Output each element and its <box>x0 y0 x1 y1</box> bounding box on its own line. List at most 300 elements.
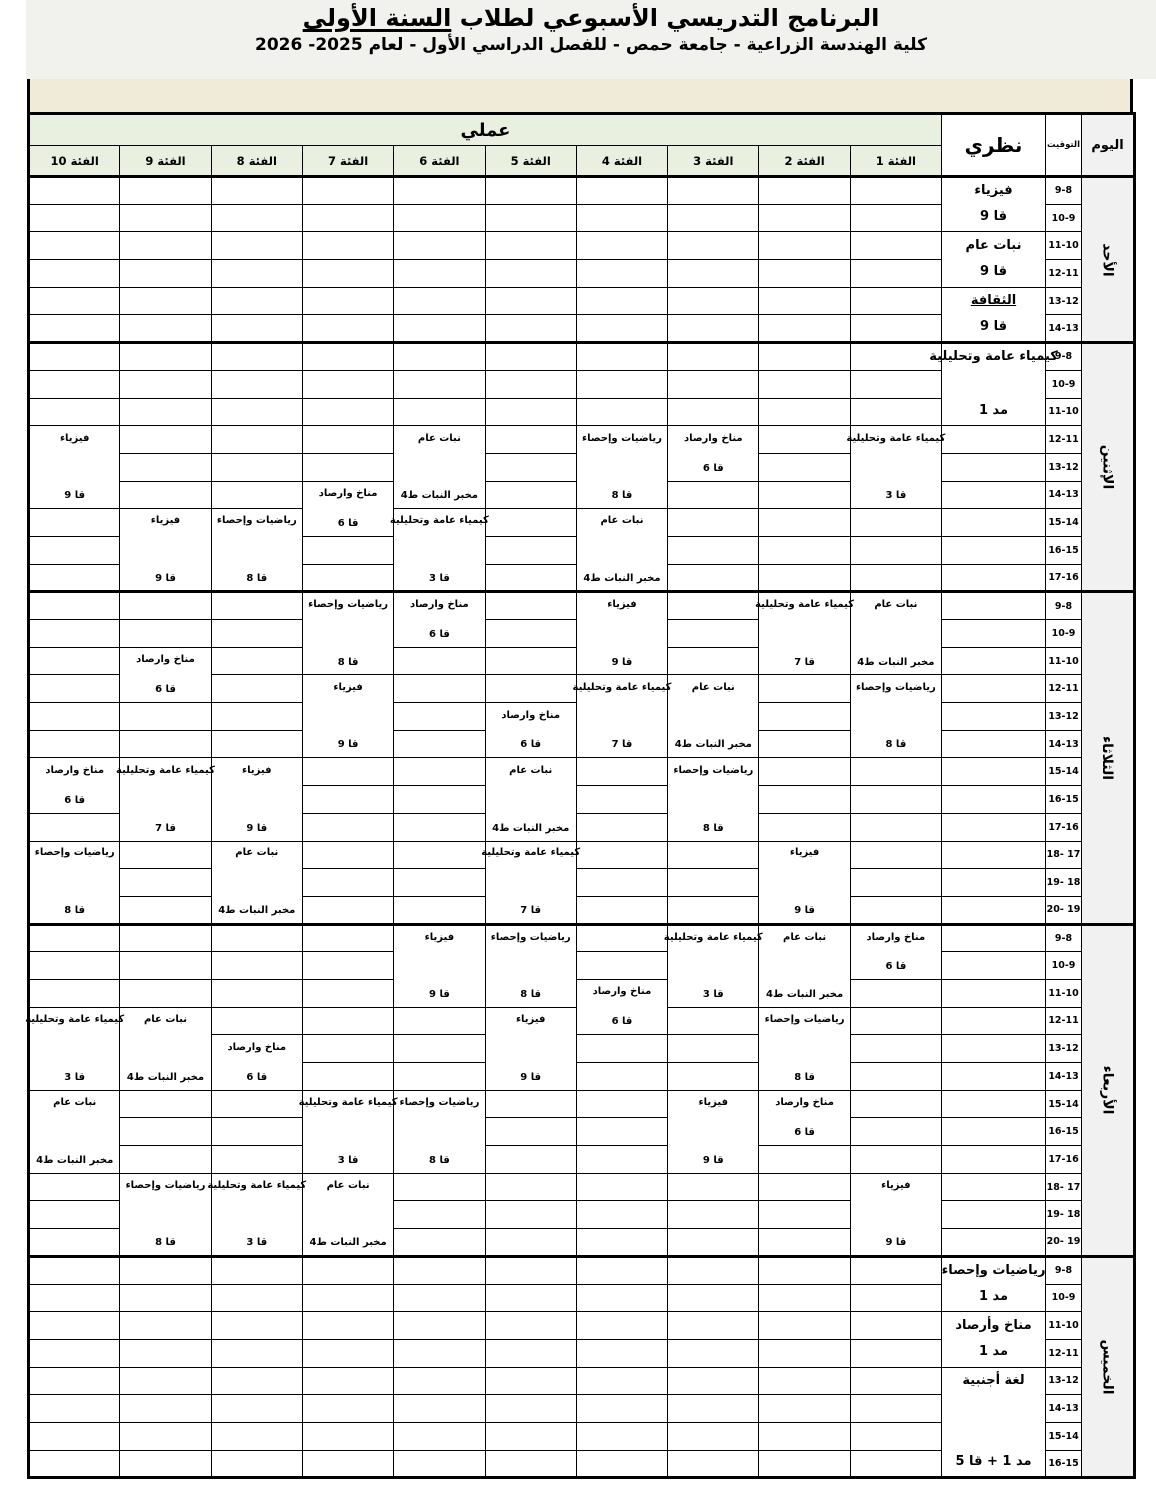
practical-empty-cell <box>394 1367 485 1395</box>
hall-name: قا 6 <box>611 1016 633 1028</box>
theory-class-cell <box>942 1312 1046 1367</box>
practical-empty-cell <box>850 786 941 814</box>
hall-name: مد 1 + قا 5 <box>955 1454 1032 1470</box>
practical-empty-cell <box>120 979 211 1007</box>
subject-name: مناخ وارصاد <box>318 488 378 500</box>
practical-empty-cell <box>211 1312 302 1340</box>
practical-empty-cell <box>759 564 850 592</box>
practical-empty-cell <box>850 315 941 343</box>
practical-empty-cell <box>29 232 120 260</box>
practical-empty-cell <box>394 287 485 315</box>
practical-empty-cell <box>850 813 941 841</box>
hall-name: مخبر النبات ط4 <box>309 1237 387 1249</box>
practical-empty-cell <box>759 260 850 288</box>
practical-empty-cell <box>211 1339 302 1367</box>
hall-name: قا 9 <box>520 1071 542 1083</box>
practical-class-cell-group-7 <box>302 1173 393 1256</box>
day-name: الخميس <box>1099 1339 1116 1395</box>
day-cell-1 <box>1082 177 1135 343</box>
subject-name: رياضيات وإحصاء <box>399 1097 480 1109</box>
practical-empty-cell <box>576 869 667 897</box>
subject-name: مناخ وارصاد <box>592 986 652 998</box>
practical-empty-cell <box>576 1422 667 1450</box>
practical-class-cell-group-3 <box>668 426 759 481</box>
subject-name: فيزياء <box>242 764 272 776</box>
practical-empty-cell <box>211 1256 302 1284</box>
practical-empty-cell <box>211 1395 302 1423</box>
time-cell: 10-9 <box>1046 952 1082 980</box>
practical-empty-cell <box>485 343 576 371</box>
practical-empty-cell <box>485 204 576 232</box>
practical-empty-cell <box>394 841 485 869</box>
practical-empty-cell <box>759 370 850 398</box>
practical-empty-cell <box>485 1256 576 1284</box>
practical-empty-cell <box>759 536 850 564</box>
group-header-6: الفئة 6 <box>394 146 485 177</box>
practical-empty-cell <box>211 1146 302 1174</box>
practical-class-cell-group-6 <box>394 426 485 509</box>
time-cell: 13-12 <box>1046 453 1082 481</box>
subject-name: فيزياء <box>150 515 181 527</box>
day-name: الأحد <box>1099 242 1116 277</box>
theory-class-cell <box>942 1256 1046 1311</box>
practical-empty-cell <box>120 592 211 620</box>
subject-name: كيمياء عامة وتحليلية <box>207 1179 307 1191</box>
time-cell: 20- 19 <box>1046 896 1082 924</box>
hall-name: مخبر النبات ط4 <box>36 1154 114 1166</box>
practical-empty-cell <box>576 1229 667 1257</box>
schedule-row <box>29 1146 1135 1174</box>
practical-class-cell-group-2 <box>759 841 850 924</box>
theory-empty-cell <box>942 869 1046 897</box>
theory-empty-cell <box>942 786 1046 814</box>
practical-empty-cell <box>120 1367 211 1395</box>
time-cell: 14-13 <box>1046 315 1082 343</box>
practical-empty-cell <box>211 260 302 288</box>
hall-name: قا 6 <box>429 629 450 641</box>
schedule-row <box>29 869 1135 897</box>
group-header-4: الفئة 4 <box>576 146 667 177</box>
practical-empty-cell <box>668 370 759 398</box>
schedule-row <box>29 509 1135 537</box>
time-cell: 9-8 <box>1046 1256 1082 1284</box>
practical-empty-cell <box>850 841 941 869</box>
practical-empty-cell <box>394 730 485 758</box>
practical-class-cell-group-1 <box>850 675 941 758</box>
theory-empty-cell <box>942 592 1046 620</box>
subject-name: نبات عام <box>965 237 1022 253</box>
subject-name: مناخ وارصاد <box>501 709 561 721</box>
hall-name: قا 7 <box>155 822 176 834</box>
practical-empty-cell <box>759 1256 850 1284</box>
practical-class-cell-group-8 <box>211 758 302 841</box>
practical-empty-cell <box>29 620 120 648</box>
practical-empty-cell <box>668 1450 759 1478</box>
practical-empty-cell <box>120 1339 211 1367</box>
practical-class-cell-group-1 <box>850 1173 941 1256</box>
practical-empty-cell <box>29 1422 120 1450</box>
subject-name: كيمياء عامة وتحليلية <box>298 1097 398 1109</box>
practical-empty-cell <box>302 896 393 924</box>
practical-empty-cell <box>394 1063 485 1091</box>
hall-name: قا 8 <box>155 1237 176 1249</box>
practical-empty-cell <box>302 1312 393 1340</box>
blank-band <box>27 79 1133 112</box>
schedule-row <box>29 758 1135 786</box>
subject-name: رياضيات وإحصاء <box>216 515 297 527</box>
subject-name: رياضيات وإحصاء <box>34 847 115 859</box>
time-cell: 9-8 <box>1046 343 1082 371</box>
time-cell: 9-8 <box>1046 924 1082 952</box>
hall-name: مخبر النبات ط4 <box>400 490 478 502</box>
practical-empty-cell <box>211 1422 302 1450</box>
practical-empty-cell <box>850 1256 941 1284</box>
theory-empty-cell <box>942 813 1046 841</box>
practical-empty-cell <box>211 952 302 980</box>
practical-empty-cell <box>850 370 941 398</box>
practical-class-cell-group-10 <box>25 1007 125 1090</box>
subject-name: فيزياء <box>974 182 1013 198</box>
practical-empty-cell <box>668 1312 759 1340</box>
theory-class-cell <box>942 232 1046 287</box>
time-cell: 12-11 <box>1046 675 1082 703</box>
subject-name: نبات عام <box>53 1097 97 1109</box>
practical-class-cell-group-6 <box>394 1090 485 1173</box>
practical-empty-cell <box>485 453 576 481</box>
time-cell: 15-14 <box>1046 1422 1082 1450</box>
practical-empty-cell <box>29 1339 120 1367</box>
practical-empty-cell <box>668 1229 759 1257</box>
practical-empty-cell <box>120 426 211 454</box>
subject-name: كيمياء عامة وتحليلية <box>929 349 1058 365</box>
practical-empty-cell <box>302 1284 393 1312</box>
practical-empty-cell <box>302 204 393 232</box>
subject-name: مناخ وارصاد <box>866 931 926 943</box>
practical-empty-cell <box>120 343 211 371</box>
practical-empty-cell <box>394 398 485 426</box>
practical-class-cell-group-10 <box>29 758 120 813</box>
hall-name: مد 1 <box>978 403 1009 419</box>
practical-empty-cell <box>759 315 850 343</box>
practical-empty-cell <box>302 398 393 426</box>
practical-empty-cell <box>29 343 120 371</box>
practical-empty-cell <box>576 1063 667 1091</box>
practical-empty-cell <box>120 370 211 398</box>
practical-empty-cell <box>576 1090 667 1118</box>
practical-empty-cell <box>120 1118 211 1146</box>
subject-name: مناخ وارصاد <box>136 654 195 666</box>
practical-empty-cell <box>850 1118 941 1146</box>
practical-empty-cell <box>120 1422 211 1450</box>
practical-empty-cell <box>850 232 941 260</box>
practical-empty-cell <box>211 398 302 426</box>
time-cell: 20- 19 <box>1046 1229 1082 1257</box>
practical-class-cell-group-7 <box>302 592 393 675</box>
time-cell: 11-10 <box>1046 979 1082 1007</box>
schedule-row <box>29 177 1135 205</box>
time-cell: 9-8 <box>1046 592 1082 620</box>
practical-empty-cell <box>302 315 393 343</box>
practical-empty-cell <box>576 896 667 924</box>
practical-empty-cell <box>668 536 759 564</box>
practical-empty-cell <box>485 1284 576 1312</box>
practical-empty-cell <box>668 204 759 232</box>
practical-empty-cell <box>211 232 302 260</box>
subject-name: رياضيات وإحصاء <box>490 931 571 943</box>
practical-empty-cell <box>850 1395 941 1423</box>
practical-empty-cell <box>850 979 941 1007</box>
practical-header: عملي <box>29 114 942 146</box>
theory-empty-cell <box>942 730 1046 758</box>
time-cell: 17-16 <box>1046 1146 1082 1174</box>
practical-empty-cell <box>120 1395 211 1423</box>
hall-name: قا 8 <box>702 822 724 834</box>
practical-empty-cell <box>850 564 941 592</box>
subject-name: مناخ وارصاد <box>683 432 743 444</box>
practical-empty-cell <box>29 1201 120 1229</box>
practical-empty-cell <box>394 1395 485 1423</box>
hall-name: قا 9 <box>794 905 815 917</box>
hall-name: قا 9 <box>337 739 359 751</box>
hall-name: قا 9 <box>980 209 1007 225</box>
practical-empty-cell <box>29 1173 120 1201</box>
practical-class-cell-group-5 <box>485 1007 576 1090</box>
practical-empty-cell <box>668 1367 759 1395</box>
practical-empty-cell <box>394 703 485 731</box>
subject-name: فيزياء <box>333 681 363 693</box>
subject-name: رياضيات وإحصاء <box>125 1179 206 1191</box>
practical-empty-cell <box>576 1284 667 1312</box>
practical-empty-cell <box>394 1284 485 1312</box>
practical-class-cell-group-9 <box>116 758 215 841</box>
practical-empty-cell <box>850 758 941 786</box>
practical-empty-cell <box>120 177 211 205</box>
practical-empty-cell <box>485 1229 576 1257</box>
hall-name: قا 6 <box>246 1071 268 1083</box>
practical-empty-cell <box>120 481 211 509</box>
practical-empty-cell <box>850 869 941 897</box>
theory-empty-cell <box>942 924 1046 952</box>
hall-name: قا 3 <box>429 572 450 584</box>
time-cell: 16-15 <box>1046 1450 1082 1478</box>
time-cell: 12-11 <box>1046 426 1082 454</box>
practical-class-cell-group-4 <box>576 979 667 1034</box>
hall-name: مد 1 <box>978 1344 1009 1360</box>
time-cell: 15-14 <box>1046 1090 1082 1118</box>
practical-empty-cell <box>394 758 485 786</box>
subject-name: رياضيات وإحصاء <box>855 681 936 693</box>
practical-empty-cell <box>485 564 576 592</box>
practical-empty-cell <box>576 1256 667 1284</box>
practical-empty-cell <box>668 287 759 315</box>
practical-empty-cell <box>394 1007 485 1035</box>
schedule-row <box>29 343 1135 371</box>
practical-empty-cell <box>485 370 576 398</box>
schedule-row <box>29 979 1135 1007</box>
time-cell: 15-14 <box>1046 509 1082 537</box>
practical-empty-cell <box>211 287 302 315</box>
practical-empty-cell <box>759 813 850 841</box>
group-header-5: الفئة 5 <box>485 146 576 177</box>
practical-empty-cell <box>302 786 393 814</box>
subject-name: كيمياء عامة وتحليلية <box>846 432 946 444</box>
practical-empty-cell <box>759 1312 850 1340</box>
practical-empty-cell <box>759 1339 850 1367</box>
practical-empty-cell <box>302 1063 393 1091</box>
subject-name: نبات عام <box>143 1014 188 1026</box>
practical-empty-cell <box>759 1201 850 1229</box>
theory-empty-cell <box>942 481 1046 509</box>
practical-empty-cell <box>120 841 211 869</box>
subject-name: كيمياء عامة وتحليلية <box>755 599 855 611</box>
practical-class-cell-group-2 <box>759 924 850 1007</box>
hall-name: مخبر النبات ط4 <box>492 822 570 834</box>
practical-empty-cell <box>394 1256 485 1284</box>
practical-empty-cell <box>211 1367 302 1395</box>
hall-name: قا 3 <box>885 490 907 502</box>
practical-empty-cell <box>759 481 850 509</box>
time-cell: 10-9 <box>1046 370 1082 398</box>
practical-empty-cell <box>668 1395 759 1423</box>
practical-empty-cell <box>29 675 120 703</box>
practical-empty-cell <box>394 1229 485 1257</box>
practical-class-cell-group-6 <box>394 924 485 1007</box>
practical-empty-cell <box>302 287 393 315</box>
practical-empty-cell <box>759 509 850 537</box>
practical-empty-cell <box>576 1146 667 1174</box>
hall-name: مد 1 <box>978 1289 1009 1305</box>
practical-empty-cell <box>394 260 485 288</box>
time-cell: 13-12 <box>1046 1367 1082 1395</box>
practical-empty-cell <box>485 1090 576 1118</box>
practical-empty-cell <box>759 703 850 731</box>
subject-name: رياضيات وإحصاء <box>673 764 754 776</box>
practical-empty-cell <box>211 426 302 454</box>
schedule-row <box>29 896 1135 924</box>
time-cell: 12-11 <box>1046 260 1082 288</box>
practical-class-cell-group-8 <box>211 509 302 592</box>
hall-name: قا 8 <box>64 905 86 917</box>
practical-empty-cell <box>211 315 302 343</box>
subject-name: فيزياء <box>515 1014 546 1026</box>
theory-empty-cell <box>942 536 1046 564</box>
practical-empty-cell <box>759 204 850 232</box>
hall-name: قا 9 <box>885 1237 907 1249</box>
time-cell: 12-11 <box>1046 1339 1082 1367</box>
subject-name: مناخ وارصاد <box>775 1097 834 1109</box>
practical-empty-cell <box>211 703 302 731</box>
practical-empty-cell <box>394 1422 485 1450</box>
practical-empty-cell <box>576 315 667 343</box>
practical-class-cell-group-8 <box>207 1173 307 1256</box>
day-cell-2 <box>1082 343 1135 592</box>
hall-name: قا 3 <box>702 989 724 1001</box>
practical-empty-cell <box>120 204 211 232</box>
practical-empty-cell <box>485 675 576 703</box>
practical-empty-cell <box>120 896 211 924</box>
practical-empty-cell <box>29 924 120 952</box>
practical-empty-cell <box>394 1173 485 1201</box>
practical-empty-cell <box>29 260 120 288</box>
practical-empty-cell <box>29 813 120 841</box>
practical-empty-cell <box>668 564 759 592</box>
practical-class-cell-group-1 <box>850 592 941 675</box>
practical-empty-cell <box>576 1035 667 1063</box>
subject-name: كيمياء عامة وتحليلية <box>481 847 581 859</box>
theory-empty-cell <box>942 647 1046 675</box>
subject-name: كيمياء عامة وتحليلية <box>25 1014 125 1026</box>
practical-empty-cell <box>485 1422 576 1450</box>
day-cell-3 <box>1082 592 1135 924</box>
practical-empty-cell <box>29 509 120 537</box>
practical-class-cell-group-2 <box>759 1007 850 1090</box>
practical-empty-cell <box>29 979 120 1007</box>
practical-empty-cell <box>29 1395 120 1423</box>
practical-empty-cell <box>850 896 941 924</box>
practical-empty-cell <box>211 453 302 481</box>
practical-empty-cell <box>394 1035 485 1063</box>
practical-empty-cell <box>211 1284 302 1312</box>
subject-name: فيزياء <box>789 847 820 859</box>
time-cell: 11-10 <box>1046 398 1082 426</box>
theory-empty-cell <box>942 1229 1046 1257</box>
practical-class-cell-group-4 <box>576 592 667 675</box>
hall-name: قا 9 <box>611 656 633 668</box>
practical-empty-cell <box>485 509 576 537</box>
practical-empty-cell <box>211 481 302 509</box>
practical-class-cell-group-4 <box>576 426 667 509</box>
title-block <box>26 0 1156 79</box>
practical-empty-cell <box>668 841 759 869</box>
subject-name: نبات عام <box>691 681 735 693</box>
time-column-header: التوقيت <box>1046 114 1082 177</box>
practical-class-cell-group-6 <box>394 592 485 647</box>
page-title <box>26 3 1156 34</box>
practical-empty-cell <box>850 1284 941 1312</box>
practical-empty-cell <box>850 398 941 426</box>
practical-class-cell-group-4 <box>572 675 672 758</box>
hall-name: قا 8 <box>794 1071 815 1083</box>
practical-empty-cell <box>850 1035 941 1063</box>
subject-name: فيزياء <box>424 931 455 943</box>
practical-empty-cell <box>668 896 759 924</box>
practical-empty-cell <box>759 398 850 426</box>
time-cell: 10-9 <box>1046 1284 1082 1312</box>
practical-empty-cell <box>302 453 393 481</box>
subject-name: رياضيات وإحصاء <box>764 1014 845 1026</box>
practical-empty-cell <box>394 204 485 232</box>
practical-empty-cell <box>29 287 120 315</box>
hall-name: قا 7 <box>520 905 542 917</box>
schedule-row <box>29 232 1135 260</box>
practical-empty-cell <box>668 1284 759 1312</box>
practical-empty-cell <box>29 177 120 205</box>
practical-empty-cell <box>850 1422 941 1450</box>
subject-name: نبات عام <box>235 847 279 859</box>
practical-empty-cell <box>576 1173 667 1201</box>
practical-empty-cell <box>120 703 211 731</box>
practical-empty-cell <box>668 1063 759 1091</box>
practical-empty-cell <box>29 1367 120 1395</box>
header-row-1 <box>29 114 1135 146</box>
theory-empty-cell <box>942 896 1046 924</box>
theory-empty-cell <box>942 758 1046 786</box>
practical-empty-cell <box>394 647 485 675</box>
subject-name: نبات عام <box>783 931 827 943</box>
practical-empty-cell <box>850 343 941 371</box>
hall-name: قا 6 <box>64 794 86 806</box>
subject-name: فيزياء <box>59 432 90 444</box>
